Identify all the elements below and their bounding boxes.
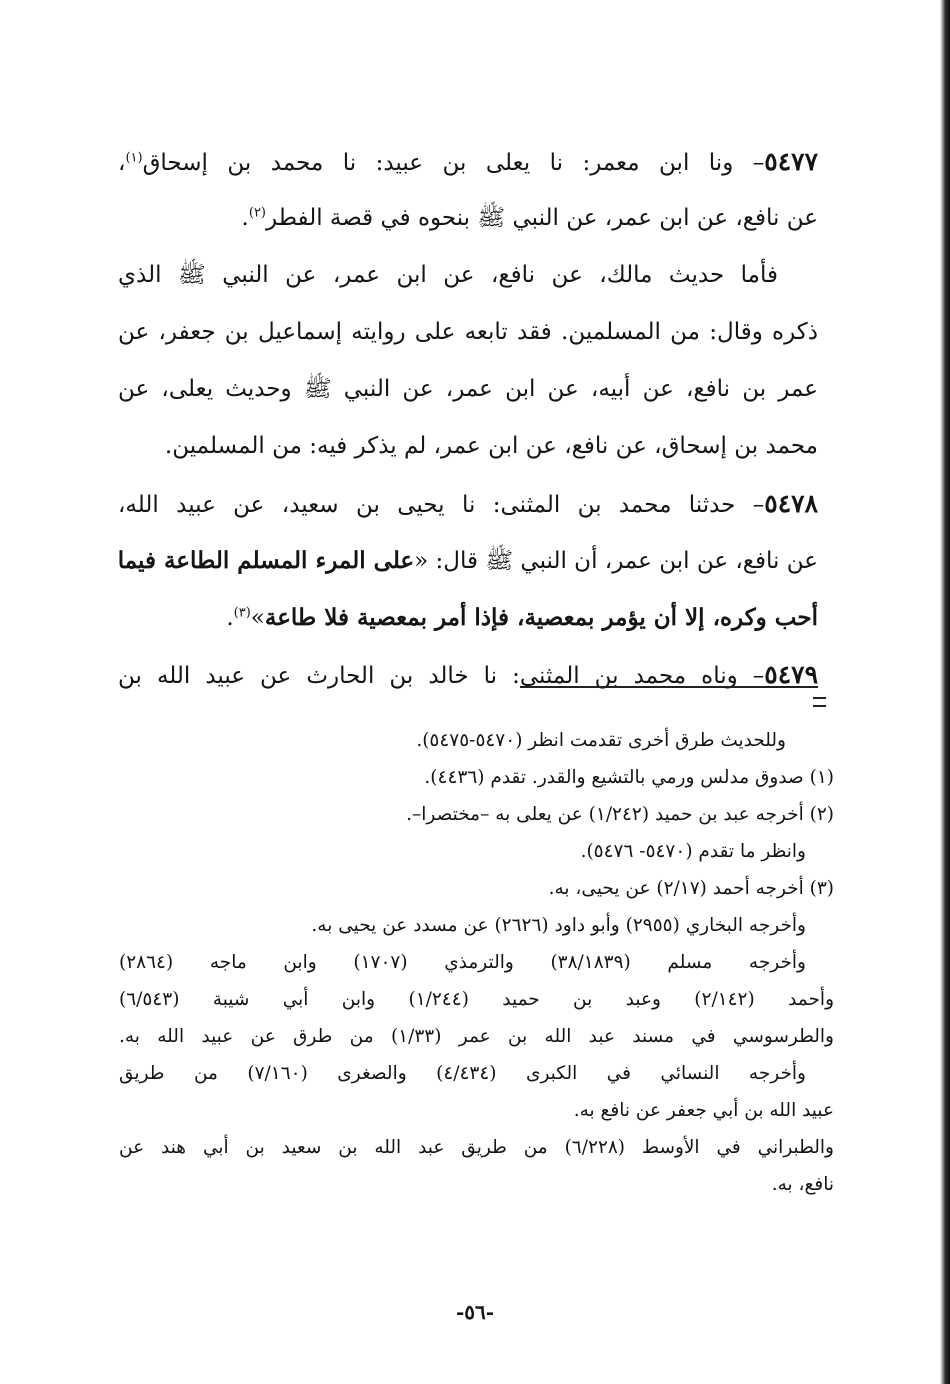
footnote-3-line-5: وأخرجه النسائي في الكبرى (٤/٤٣٤) والصغرى (٧/١٦٠) من طريق bbox=[119, 1063, 806, 1084]
punctuation: . bbox=[226, 605, 234, 631]
footnote-3-line-2: وأخرجه مسلم (٣٨/١٨٣٩) والترمذي (١٧٠٧) وابن ماجه (٢٨٦٤) bbox=[119, 952, 806, 973]
hadith-text: – وناه محمد بن المثنى: نا خالد بن الحارث عن عبيد الله بن bbox=[118, 663, 765, 689]
footnote-ref: (٢) bbox=[248, 205, 266, 221]
hadith-number: ٥٤٧٧ bbox=[764, 147, 818, 176]
footnote-3-line-3: وأحمد (٢/١٤٢) وعبد بن حميد (١/٢٤٤) وابن أبي شيبة (٦/٥٤٣) bbox=[119, 989, 834, 1010]
footnote-3-line-1: وأخرجه البخاري (٢٩٥٥) وأبو داود (٢٦٢٦) عن مسدد عن يحيى به. bbox=[311, 915, 806, 936]
main-text bbox=[118, 133, 818, 703]
footnote-separator-mark bbox=[813, 697, 826, 707]
hadith-5478-line-1 bbox=[118, 475, 818, 532]
footnote-3: (٣) أخرجه أحمد (٢/١٧) عن يحيى، به. bbox=[548, 878, 834, 899]
footnote-2: (٢) أخرجه عبد بن حميد (١/٢٤٢) عن يعلى به –مختصرا–. bbox=[406, 804, 834, 825]
hadith-5478-line-2 bbox=[118, 532, 818, 589]
hadith-5477-line-2 bbox=[118, 190, 818, 247]
footnote-3-line-6: عبيد الله بن أبي جعفر عن نافع به. bbox=[573, 1100, 834, 1121]
footnote-3-line-7: والطبراني في الأوسط (٦/٢٢٨) من طريق عبد الله بن سعيد بن أبي هند عن bbox=[119, 1137, 834, 1158]
footnote-3-line-8: نافع، به. bbox=[771, 1174, 834, 1195]
commentary-line-2: ذكره وقال: من المسلمين. فقد تابعه على روايته إسماعيل بن جعفر، عن bbox=[118, 319, 818, 345]
footnote-1: (١) صدوق مدلس ورمي بالتشيع والقدر. تقدم (٤٤٣٦). bbox=[424, 767, 834, 788]
commentary-line-3: عمر بن نافع، عن أبيه، عن ابن عمر، عن النبي ﷺ وحديث يعلى، عن bbox=[118, 376, 818, 402]
prophetic-saying: على المرء المسلم الطاعة فيما bbox=[117, 547, 415, 574]
footnote-2-continued: وانظر ما تقدم (٥٤٧٠- ٥٤٧٦). bbox=[580, 841, 806, 862]
hadith-5477-line-1 bbox=[118, 133, 818, 190]
footnote-ref: (١) bbox=[125, 150, 143, 166]
commentary-line-1: فأما حديث مالك، عن نافع، عن ابن عمر، عن النبي ﷺ الذي bbox=[118, 262, 778, 288]
hadith-5479-line-1 bbox=[118, 646, 818, 703]
footnote-separator bbox=[520, 686, 818, 688]
page-number: -٥٦- bbox=[455, 1300, 495, 1324]
hadith-text: عن نافع، عن ابن عمر، عن النبي ﷺ بنحوه في قصة الفطر bbox=[266, 205, 818, 231]
hadith-text: – حدثنا محمد بن المثنى: نا يحيى بن سعيد، عن عبيد الله، bbox=[118, 492, 765, 518]
hadith-number: ٥٤٧٩ bbox=[764, 660, 818, 689]
footnote-intro: وللحديث طرق أخرى تقدمت انظر (٥٤٧٠-٥٤٧٥). bbox=[416, 730, 786, 751]
prophetic-saying: أحب وكره، إلا أن يؤمر بمعصية، فإذا أمر بمعصية فلا طاعة bbox=[264, 604, 818, 631]
footnotes bbox=[119, 722, 834, 1203]
punctuation: » bbox=[250, 605, 265, 631]
commentary-line-4: محمد بن إسحاق، عن نافع، عن ابن عمر، لم يذكر فيه: من المسلمين. bbox=[164, 433, 818, 459]
hadith-text: – ونا ابن معمر: نا يعلى بن عبيد: نا محمد بن إسحاق bbox=[142, 150, 765, 176]
punctuation: ، bbox=[118, 150, 126, 176]
footnote-ref: (٣) bbox=[233, 605, 251, 621]
punctuation: . bbox=[241, 205, 249, 231]
footnote-3-line-4: والطرسوسي في مسند عبد الله بن عمر (١/٣٣) من طرق عن عبيد الله به. bbox=[119, 1026, 834, 1047]
hadith-number: ٥٤٧٨ bbox=[764, 489, 818, 518]
hadith-5478-line-3 bbox=[118, 589, 818, 646]
hadith-text: عن نافع، عن ابن عمر، أن النبي ﷺ قال: « bbox=[414, 548, 818, 574]
